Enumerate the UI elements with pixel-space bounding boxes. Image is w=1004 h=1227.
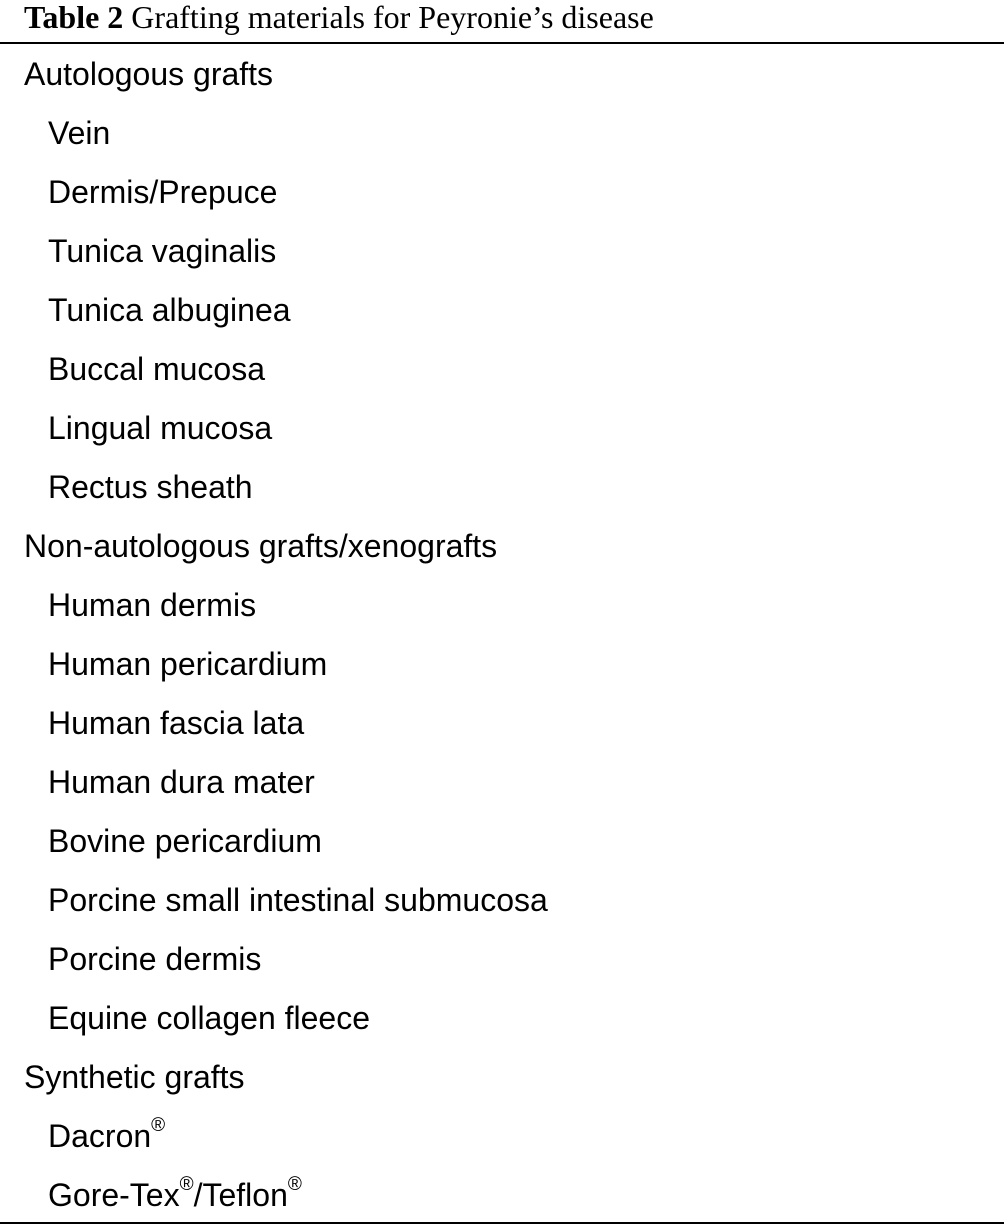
table-row: Porcine dermis bbox=[48, 941, 262, 977]
table-row: Porcine small intestinal submucosa bbox=[48, 882, 548, 918]
table-row: Tunica vaginalis bbox=[48, 233, 277, 269]
table-row: Human dermis bbox=[48, 587, 257, 623]
item-text: Gore-Tex bbox=[48, 1177, 180, 1213]
table-row: Equine collagen fleece bbox=[48, 1000, 371, 1036]
table-body bbox=[0, 45, 1004, 1225]
table-row: Dermis/Prepuce bbox=[48, 174, 278, 210]
table-bottom-rule bbox=[0, 1222, 1004, 1224]
item-text: Dacron bbox=[48, 1118, 152, 1154]
registered-mark: ® bbox=[287, 1174, 302, 1196]
table-row: Bovine pericardium bbox=[48, 823, 322, 859]
table-top-rule bbox=[0, 42, 1004, 44]
table-row: Human pericardium bbox=[48, 646, 328, 682]
group-heading-non-autologous: Non-autologous grafts/xenografts bbox=[24, 528, 498, 564]
table-row: Buccal mucosa bbox=[48, 351, 265, 387]
registered-mark: ® bbox=[151, 1115, 166, 1137]
table-row: Human dura mater bbox=[48, 764, 315, 800]
table-title: Grafting materials for Peyronie’s disease bbox=[131, 0, 654, 35]
table-label: Table 2 bbox=[24, 0, 124, 35]
table-row: Rectus sheath bbox=[48, 469, 253, 505]
group-heading-autologous: Autologous grafts bbox=[24, 56, 274, 92]
table-row: Tunica albuginea bbox=[48, 292, 291, 328]
group-heading-synthetic: Synthetic grafts bbox=[24, 1059, 245, 1095]
item-text: /Teflon bbox=[193, 1177, 288, 1213]
table-row: Human fascia lata bbox=[48, 705, 305, 741]
registered-mark: ® bbox=[179, 1174, 194, 1196]
table-row bbox=[0, 1107, 1004, 1166]
table-caption bbox=[24, 0, 654, 40]
table-row: Vein bbox=[48, 115, 111, 151]
table-row: Lingual mucosa bbox=[48, 410, 273, 446]
table-row bbox=[0, 1166, 1004, 1225]
